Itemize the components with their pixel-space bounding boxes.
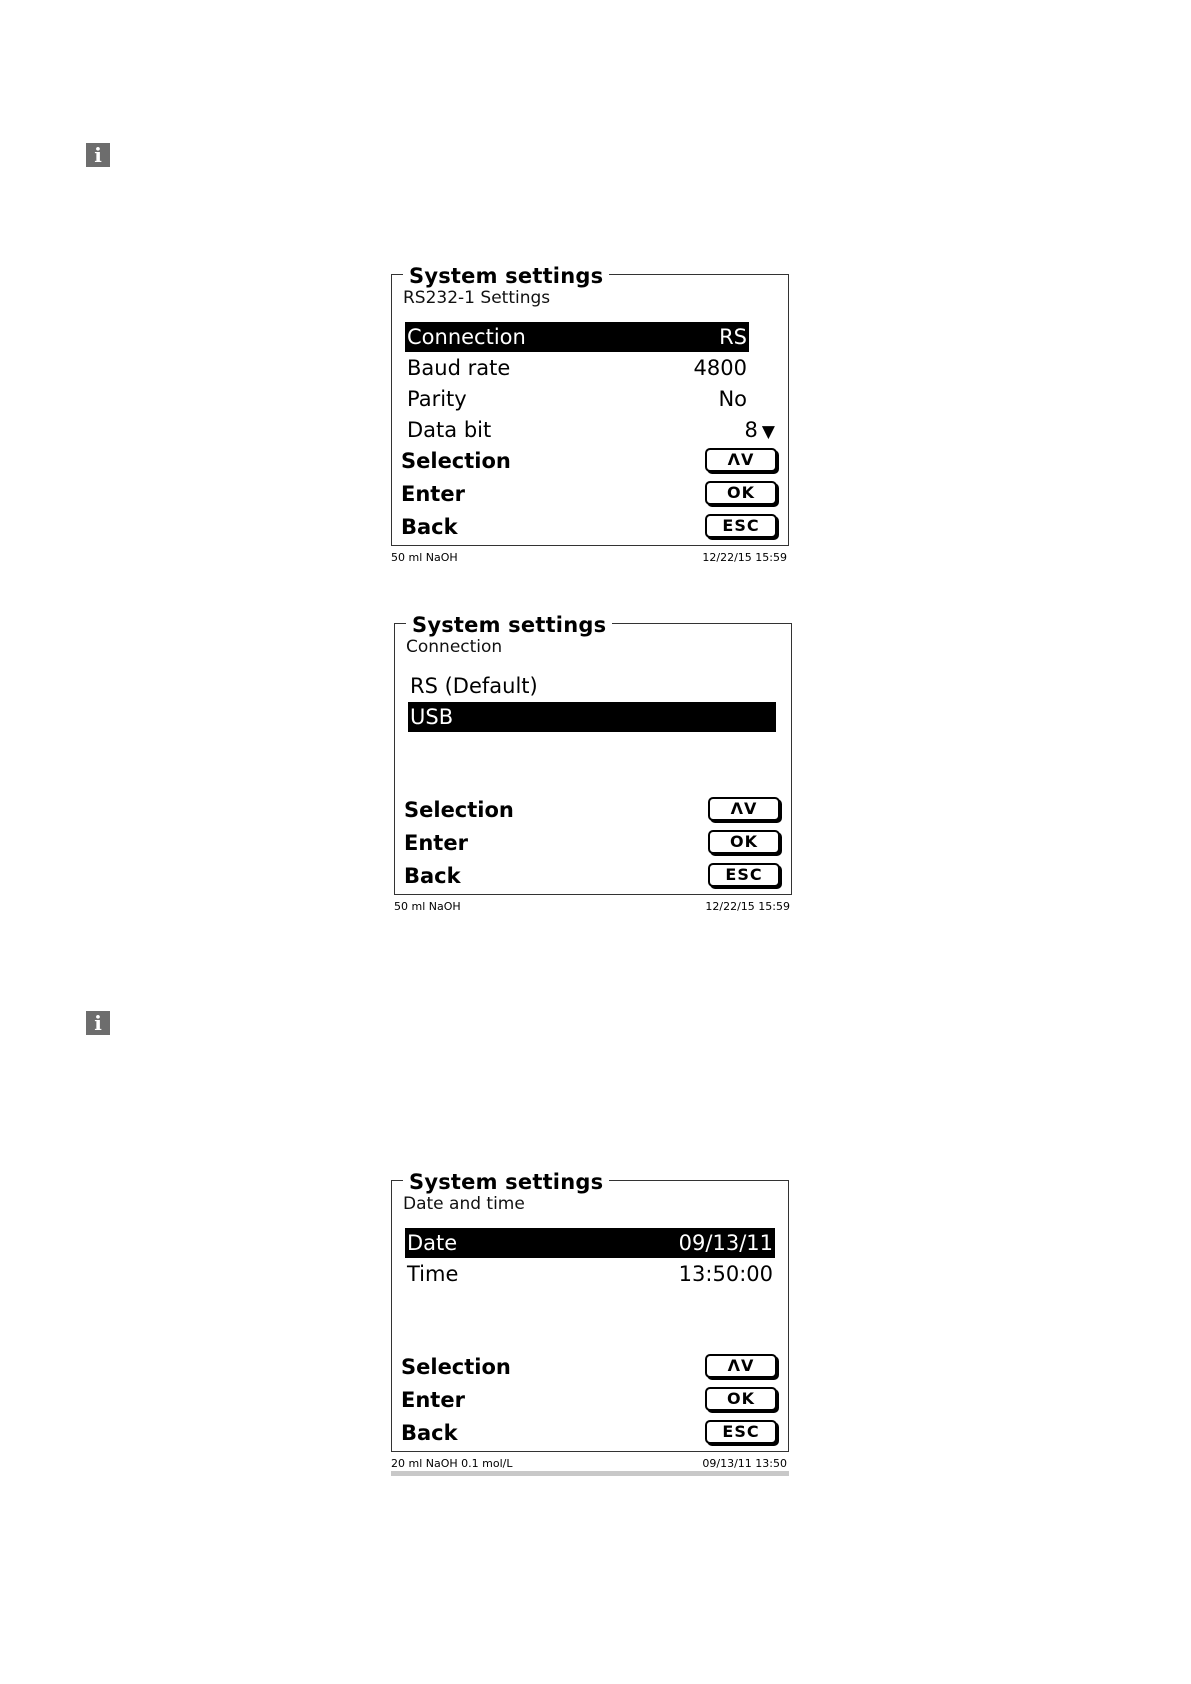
row-label: Data bit xyxy=(407,418,492,442)
back-label: Back xyxy=(401,1421,458,1445)
esc-key[interactable]: ESC xyxy=(705,514,777,538)
row-time[interactable] xyxy=(405,1259,775,1289)
date-time: 12/22/15 15:59 xyxy=(705,900,790,913)
back-row xyxy=(401,512,777,542)
row-value: 8 ▼ xyxy=(745,415,775,445)
screen-rs232-settings xyxy=(391,264,789,569)
screen-subtitle: RS232-1 Settings xyxy=(403,288,551,308)
footer-divider xyxy=(391,1471,789,1476)
selection-label: Selection xyxy=(401,1355,511,1379)
row-connection[interactable] xyxy=(405,322,749,352)
ok-key[interactable]: OK xyxy=(705,481,777,505)
date-time: 12/22/15 15:59 xyxy=(702,551,787,564)
ok-key[interactable]: OK xyxy=(705,1387,777,1411)
row-data-bit[interactable] xyxy=(405,415,777,445)
row-label: Parity xyxy=(407,387,467,411)
selection-label: Selection xyxy=(401,449,511,473)
date-time: 09/13/11 13:50 xyxy=(702,1457,787,1470)
enter-label: Enter xyxy=(404,831,468,855)
info-icon: i xyxy=(86,143,110,167)
option-label: RS (Default) xyxy=(410,674,538,698)
back-label: Back xyxy=(401,515,458,539)
up-down-key[interactable]: ΛV xyxy=(705,448,777,472)
info-icon: i xyxy=(86,1011,110,1035)
selection-label: Selection xyxy=(404,798,514,822)
row-value: 13:50:00 xyxy=(678,1262,773,1286)
enter-row xyxy=(401,479,777,509)
option-label: USB xyxy=(410,705,454,729)
row-value: RS xyxy=(719,325,747,349)
row-value: 4800 xyxy=(693,356,747,380)
back-row xyxy=(401,1418,777,1448)
method-name: 50 ml NaOH xyxy=(391,551,458,564)
method-name: 20 ml NaOH 0.1 mol/L xyxy=(391,1457,513,1470)
row-label: Time xyxy=(407,1262,459,1286)
scroll-down-icon: ▼ xyxy=(761,422,775,442)
enter-row xyxy=(404,828,780,858)
back-row xyxy=(404,861,780,891)
method-name: 50 ml NaOH xyxy=(394,900,461,913)
enter-label: Enter xyxy=(401,1388,465,1412)
screen-date-time xyxy=(391,1170,789,1480)
screen-subtitle: Date and time xyxy=(403,1194,525,1214)
screen-title: System settings xyxy=(403,1170,609,1194)
row-parity[interactable] xyxy=(405,384,749,414)
row-label: Connection xyxy=(407,325,526,349)
screen-connection xyxy=(394,613,792,918)
row-date[interactable] xyxy=(405,1228,775,1258)
selection-row xyxy=(401,1352,777,1382)
row-baud-rate[interactable] xyxy=(405,353,749,383)
selection-row xyxy=(404,795,780,825)
up-down-key[interactable]: ΛV xyxy=(705,1354,777,1378)
ok-key[interactable]: OK xyxy=(708,830,780,854)
enter-label: Enter xyxy=(401,482,465,506)
row-label: Baud rate xyxy=(407,356,511,380)
esc-key[interactable]: ESC xyxy=(708,863,780,887)
option-rs-default[interactable] xyxy=(408,671,776,701)
selection-row xyxy=(401,446,777,476)
back-label: Back xyxy=(404,864,461,888)
enter-row xyxy=(401,1385,777,1415)
screen-title: System settings xyxy=(403,264,609,288)
screen-subtitle: Connection xyxy=(406,637,503,657)
row-value: No xyxy=(718,387,747,411)
up-down-key[interactable]: ΛV xyxy=(708,797,780,821)
row-label: Date xyxy=(407,1231,458,1255)
esc-key[interactable]: ESC xyxy=(705,1420,777,1444)
screen-title: System settings xyxy=(406,613,612,637)
row-value: 09/13/11 xyxy=(678,1231,773,1255)
option-usb[interactable] xyxy=(408,702,776,732)
